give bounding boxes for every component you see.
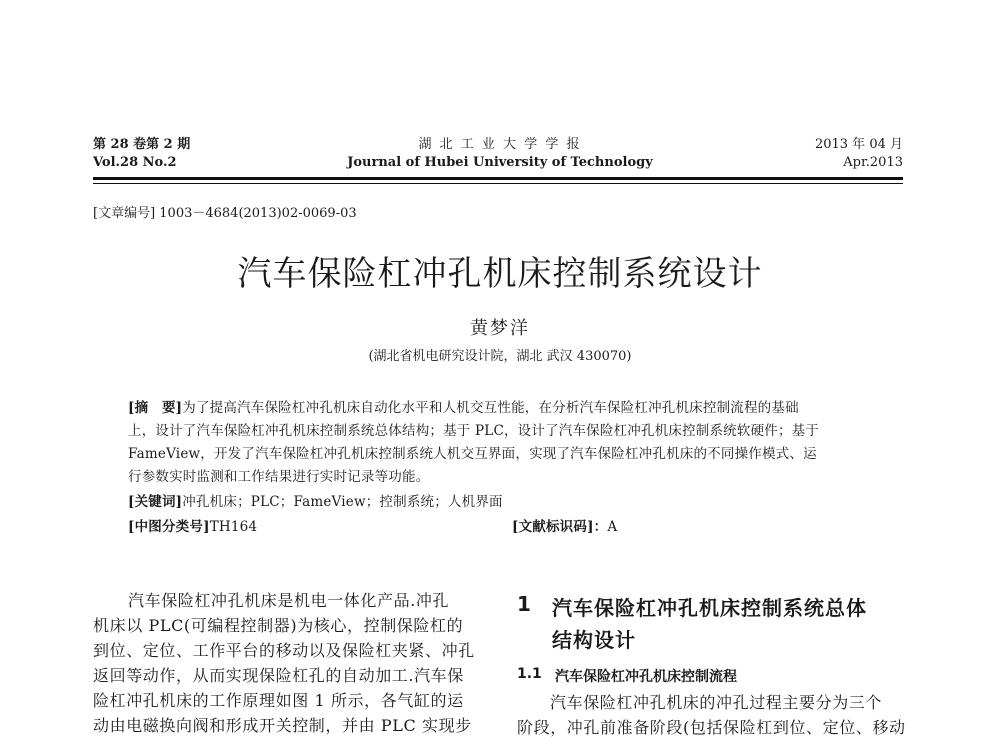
section-number: 1: [517, 592, 532, 616]
abstract-line: 上，设计了汽车保险杠冲孔机床控制系统总体结构；基于 PLC，设计了汽车保险杠冲孔机床控制系统软硬件；基于: [128, 423, 820, 439]
abstract-line: [128, 396, 799, 416]
body-paragraph-line: 阶段，冲孔前准备阶段(包括保险杠到位、定位、移动: [517, 718, 906, 737]
article-number: [文章编号] 1003－4684(2013)02-0069-03: [93, 206, 357, 221]
clc-text: TH164: [209, 519, 258, 535]
issue-date-cn: 2013 年 04 月: [814, 137, 903, 152]
body-paragraph-line: 机床以 PLC(可编程控制器)为核心，控制保险杠的: [93, 616, 464, 635]
journal-name-en: Journal of Hubei University of Technology: [347, 155, 653, 170]
author: 黄梦洋: [470, 318, 530, 339]
issue-date-en: Apr.2013: [843, 155, 903, 170]
header-rule-thick: [93, 177, 903, 180]
abstract-label: [摘 要]: [128, 400, 183, 416]
clc-number: [128, 515, 257, 535]
volume-issue-en: Vol.28 No.2: [93, 155, 177, 170]
keywords-text: 冲孔机床；PLC；FameView；控制系统；人机界面: [182, 494, 503, 510]
doc-code-label: [文献标识码]：: [512, 519, 608, 535]
body-paragraph-line: 到位、定位、工作平台的移动以及保险杠夹紧、冲孔: [93, 641, 475, 660]
body-paragraph-line: 动由电磁换向阀和形成开关控制，并由 PLC 实现步: [93, 716, 472, 735]
clc-label: [中图分类号]: [128, 519, 210, 535]
subsection-title: 汽车保险杠冲孔机床控制流程: [555, 669, 737, 685]
subsection-number: 1.1: [517, 666, 542, 682]
header-rule-thin: [93, 183, 903, 184]
section-title-line2: 结构设计: [552, 628, 636, 652]
body-paragraph-line: 返回等动作，从而实现保险杠孔的自动加工.汽车保: [93, 666, 464, 685]
abstract-line: FameView，开发了汽车保险杠冲孔机床控制系统人机交互界面，实现了汽车保险杠冲孔机床的不同操作模式、运: [128, 446, 817, 462]
paper-title: 汽车保险杠冲孔机床控制系统设计: [237, 254, 763, 294]
section-title-line1: 汽车保险杠冲孔机床控制系统总体: [552, 596, 867, 620]
document-code: [512, 515, 617, 535]
keywords-label: [关键词]: [128, 494, 183, 510]
affiliation: (湖北省机电研究设计院，湖北 武汉 430070): [368, 349, 632, 364]
abstract-line: 行参数实时监测和工作结果进行实时记录等功能。: [128, 469, 430, 485]
volume-issue-cn: 第 28 卷第 2 期: [93, 137, 191, 152]
abstract-text: 为了提高汽车保险杠冲孔机床自动化水平和人机交互性能，在分析汽车保险杠冲孔机床控制流程的基础: [182, 400, 799, 416]
body-paragraph-line: 汽车保险杠冲孔机床的冲孔过程主要分为三个: [550, 693, 883, 712]
doc-code-text: A: [607, 519, 618, 535]
body-paragraph-line: 汽车保险杠冲孔机床是机电一体化产品.冲孔: [128, 591, 450, 610]
body-paragraph-line: 险杠冲孔机床的工作原理如图 1 所示，各气缸的运: [93, 691, 464, 710]
journal-name-cn: 湖 北 工 业 大 学 学 报: [418, 137, 582, 152]
keywords: [128, 490, 503, 510]
